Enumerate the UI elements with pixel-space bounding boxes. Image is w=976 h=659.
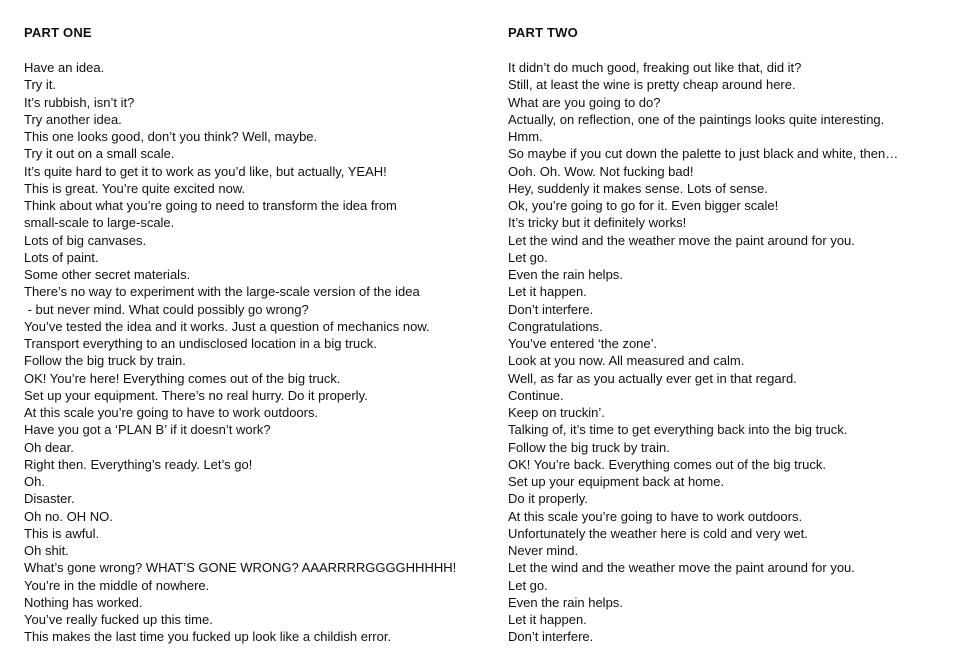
text-line: Oh no. OH NO. (24, 508, 113, 524)
part-one-heading: PART ONE (24, 25, 92, 40)
text-line: At this scale you’re going to have to work outdoors. (24, 405, 319, 420)
text-line: At this scale you’re going to have to work outdoors. (508, 508, 803, 524)
text-line: Unfortunately the weather here is cold and very wet. (508, 525, 808, 541)
text-line: Have you got a ‘PLAN B’ if it doesn’t work? (24, 422, 271, 438)
text-line: Hmm. (508, 129, 543, 144)
text-line: Oh dear. (24, 439, 74, 455)
part-two-heading: PART TWO (508, 25, 578, 40)
text-line: Let it happen. (508, 284, 587, 300)
text-line: Try it. (24, 77, 57, 93)
text-line: Don’t interfere. (508, 301, 594, 317)
text-line: Well, as far as you actually ever get in that regard. (508, 370, 797, 386)
text-line: Right then. Everything’s ready. Let’s go! (24, 456, 253, 472)
text-line: What are you going to do? (508, 94, 661, 110)
text-line: Actually, on reflection, one of the paintings looks quite interesting. (508, 111, 885, 127)
text-line: Some other secret materials. (24, 267, 191, 282)
text-line: Follow the big truck by train. (508, 439, 670, 455)
text-line: So maybe if you cut down the palette to just black and white, then… (508, 146, 899, 162)
text-line: Let the wind and the weather move the paint around for you. (508, 232, 855, 248)
text-line: Oh shit. (24, 543, 69, 558)
text-line: This is great. You’re quite excited now. (24, 180, 246, 196)
text-line: What’s gone wrong? WHAT’S GONE WRONG? AAARRRRGGGGHHHHH! (24, 560, 457, 576)
text-line: Lots of paint. (24, 249, 99, 265)
text-line: It’s quite hard to get it to work as you’d like, but actually, YEAH! (24, 163, 387, 179)
text-line: - but never mind. What could possibly go wrong? (24, 301, 309, 317)
text-line: Keep on truckin’. (508, 405, 605, 420)
text-line: This one looks good, don’t you think? Well, maybe. (24, 129, 318, 144)
text-line: Look at you now. All measured and calm. (508, 353, 745, 369)
part-two-lines (508, 59, 958, 646)
text-line: Ok, you’re going to go for it. Even bigger scale! (508, 198, 779, 213)
text-line: You’ve tested the idea and it works. Just a question of mechanics now. (24, 318, 430, 334)
text-line: It’s tricky but it definitely works! (508, 215, 687, 231)
text-line: OK! You’re here! Everything comes out of the big truck. (24, 370, 341, 386)
text-line: Let go. (508, 249, 548, 265)
text-line: You’ve really fucked up this time. (24, 612, 213, 627)
text-line: Don’t interfere. (508, 629, 594, 645)
text-line: Nothing has worked. (24, 594, 143, 610)
text-line: Congratulations. (508, 318, 603, 334)
text-line: You’re in the middle of nowhere. (24, 577, 210, 593)
text-line: Continue. (508, 387, 564, 403)
text-line: Still, at least the wine is pretty cheap around here. (508, 77, 796, 93)
part-one-lines (24, 59, 494, 646)
text-line: small-scale to large-scale. (24, 215, 175, 231)
text-line: This is awful. (24, 525, 100, 541)
text-line: Try it out on a small scale. (24, 146, 175, 162)
text-line: It didn’t do much good, freaking out like that, did it? (508, 60, 802, 75)
text-line: Let the wind and the weather move the paint around for you. (508, 560, 855, 576)
text-line: Ooh. Oh. Wow. Not fucking bad! (508, 163, 694, 179)
text-line: Think about what you’re going to need to transform the idea from (24, 198, 397, 213)
part-two-column (508, 24, 958, 646)
text-line: Let go. (508, 577, 548, 593)
text-line: Never mind. (508, 543, 579, 558)
text-line: Even the rain helps. (508, 267, 623, 282)
text-line: Set up your equipment. There’s no real hurry. Do it properly. (24, 387, 368, 403)
text-line: Follow the big truck by train. (24, 353, 186, 369)
text-line: Set up your equipment back at home. (508, 474, 725, 489)
text-line: Talking of, it’s time to get everything back into the big truck. (508, 422, 848, 438)
text-line: Hey, suddenly it makes sense. Lots of sense. (508, 180, 768, 196)
text-line: There’s no way to experiment with the large-scale version of the idea (24, 284, 420, 300)
text-line: Do it properly. (508, 491, 588, 507)
part-one-column (24, 24, 494, 646)
text-line: Oh. (24, 474, 45, 489)
text-line: This makes the last time you fucked up look like a childish error. (24, 629, 392, 645)
text-line: OK! You’re back. Everything comes out of the big truck. (508, 456, 826, 472)
text-line: Have an idea. (24, 60, 105, 75)
text-line: Lots of big canvases. (24, 232, 147, 248)
text-line: Transport everything to an undisclosed location in a big truck. (24, 336, 377, 351)
text-line: Let it happen. (508, 612, 587, 627)
text-line: Even the rain helps. (508, 594, 623, 610)
text-line: You’ve entered ‘the zone’. (508, 336, 658, 351)
text-line: It’s rubbish, isn’t it? (24, 94, 135, 110)
text-line: Disaster. (24, 491, 75, 507)
text-line: Try another idea. (24, 111, 122, 127)
